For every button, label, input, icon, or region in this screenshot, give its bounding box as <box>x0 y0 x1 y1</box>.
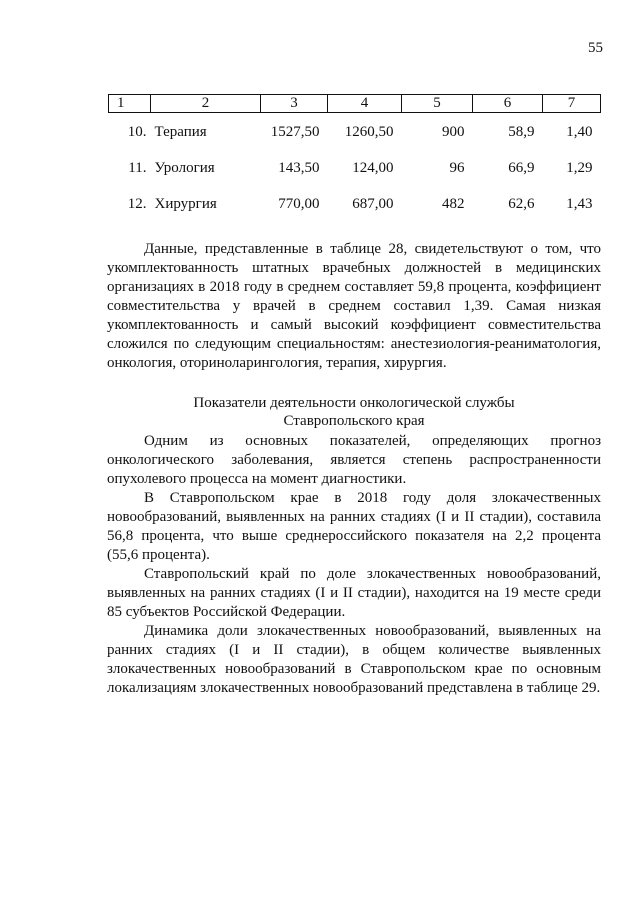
column-number-1: 1 <box>109 95 151 113</box>
cell-col5: 482 <box>442 196 465 212</box>
cell-col7: 1,43 <box>566 196 593 212</box>
cell-col5: 96 <box>449 160 465 176</box>
paragraph: Динамика доли злокачественных новообразований, выявленных на ранних стадиях (I и II стадии), в общем количестве выявленных злокачественных новообразований в Ставропольском крае по основным локализациям злокачественных новообразований представлена в таблице 29. <box>107 623 601 696</box>
section-heading-line-2: Ставропольского края <box>283 413 425 429</box>
column-number-3: 3 <box>261 95 328 113</box>
paragraph: В Ставропольском крае в 2018 году доля злокачественных новообразований, выявленных на ранних стадиях (I и II стадии), составила 56,8 процента, что выше среднероссийского показателя на 2,2 процента (55,6 процента). <box>107 490 601 563</box>
table-header-row <box>109 95 601 113</box>
cell-col6: 62,6 <box>508 196 535 212</box>
cell-col7: 1,40 <box>566 124 593 140</box>
section-heading-line-1: Показатели деятельности онкологической службы <box>193 395 515 411</box>
cell-col4: 687,00 <box>352 196 394 212</box>
table-row <box>109 141 601 177</box>
row-index: 11. <box>128 160 147 176</box>
cell-col6: 66,9 <box>508 160 535 176</box>
row-index: 10. <box>127 124 147 140</box>
page-number: 55 <box>588 40 603 56</box>
cell-col3: 143,50 <box>278 160 320 176</box>
cell-col4: 1260,50 <box>344 124 394 140</box>
cell-col6: 58,9 <box>508 124 535 140</box>
paragraph: Одним из основных показателей, определяющих прогноз онкологического заболевания, является степень распространенности опухолевого процесса на момент диагностики. <box>107 433 601 487</box>
cell-col3: 770,00 <box>278 196 320 212</box>
staffing-table-continuation <box>108 94 600 213</box>
column-number-6: 6 <box>473 95 543 113</box>
cell-col7: 1,29 <box>566 160 593 176</box>
row-index: 12. <box>127 196 147 212</box>
table-row <box>109 113 601 142</box>
cell-col5: 900 <box>442 124 465 140</box>
section-body <box>107 432 601 698</box>
specialty-name: Урология <box>154 160 215 176</box>
cell-col4: 124,00 <box>352 160 394 176</box>
conclusion-text <box>107 240 601 373</box>
paragraph: Данные, представленные в таблице 28, свидетельствуют о том, что укомплектованность штатных врачебных должностей в медицинских организациях в 2018 году в среднем составляет 59,8 процента, коэффициент совместительства у врачей в среднем составил 1,39. Самая низкая укомплектованность и самый высокий коэффициент совместительства сложился по следующим специальностям: анестезиология-реаниматология, онкология, оториноларингология, терапия, хирургия. <box>107 241 601 371</box>
column-number-2: 2 <box>151 95 261 113</box>
specialty-name: Хирургия <box>154 196 217 212</box>
table-row <box>109 177 601 213</box>
column-number-7: 7 <box>543 95 601 113</box>
specialty-name: Терапия <box>154 124 207 140</box>
cell-col3: 1527,50 <box>270 124 320 140</box>
staffing-table <box>108 94 601 213</box>
paragraph: Ставропольский край по доле злокачественных новообразований, выявленных на ранних стадиях (I и II стадии), находится на 19 месте среди 85 субъектов Российской Федерации. <box>107 566 601 620</box>
section-heading <box>107 394 601 430</box>
column-number-4: 4 <box>328 95 402 113</box>
column-number-5: 5 <box>402 95 473 113</box>
